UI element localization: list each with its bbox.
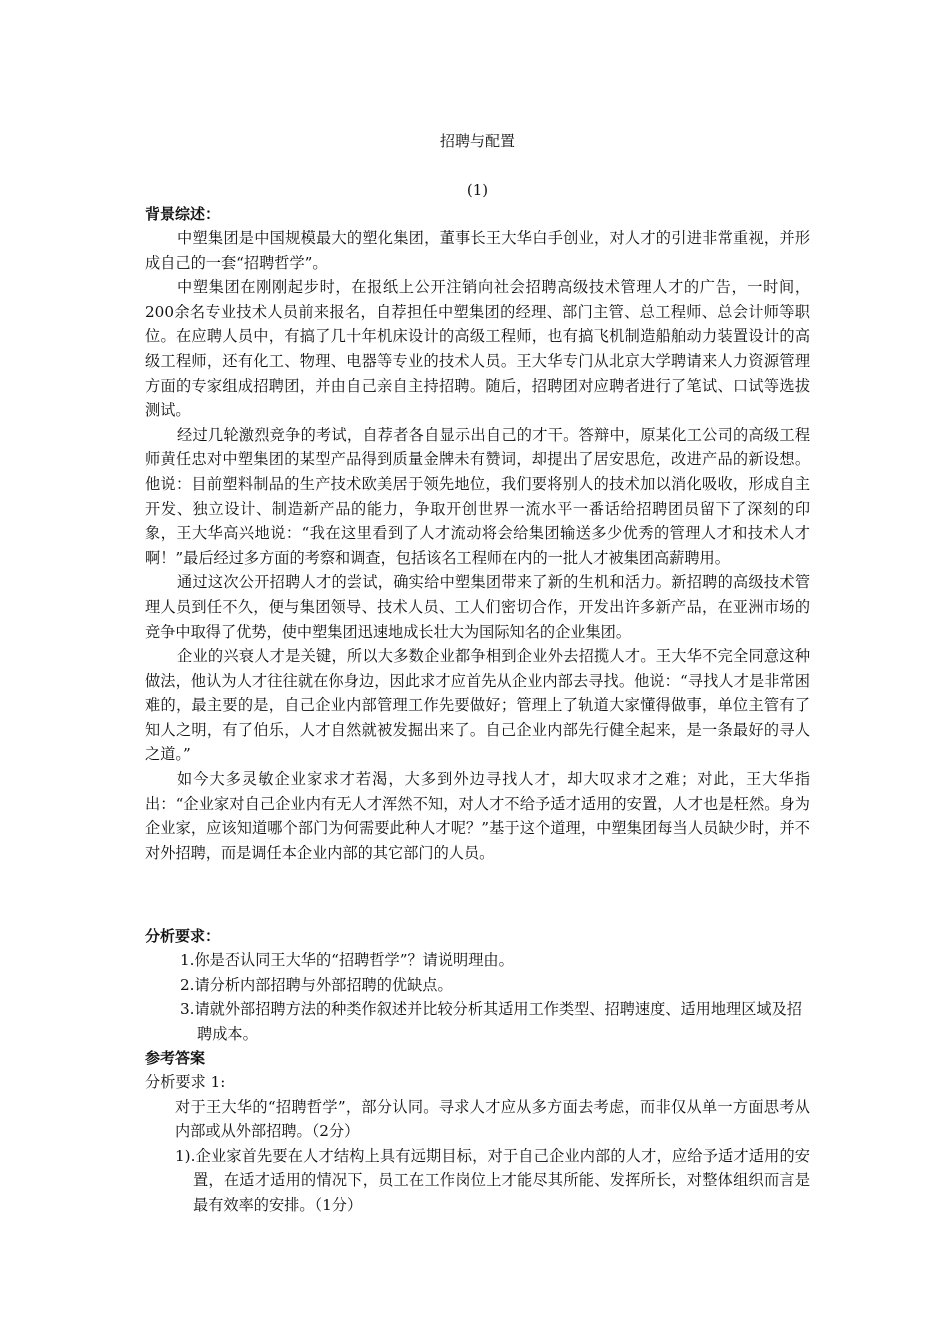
answer-requirement-label: 分析要求 1: [145,1073,226,1091]
background-paragraph-5: 企业的兴衰人才是关键，所以大多数企业都争相到企业外去招揽人才。王大华不完全同意这种做法，他认为人才往往就在你身边，因此求才应首先从企业内部去寻找。他说：“寻找人才是非常困难的，最主要的是，自己企业内部管理工作先要做好；管理上了轨道大家懂得做事，单位主管有了知人之明，有了伯乐，人才自然就被发掘出来了。自己企业内部先行健全起来，是一条最好的寻人之道。” [145,647,810,764]
analysis-section [145,924,810,1046]
background-paragraph-4: 通过这次公开招聘人才的尝试，确实给中塑集团带来了新的生机和活力。新招聘的高级技术管理人员到任不久，便与集团领导、技术人员、工人们密切合作，开发出许多新产品，在亚洲市场的竞争中取得了优势，使中塑集团迅速地成长壮大为国际知名的企业集团。 [145,573,810,641]
analysis-item-3: 3.请就外部招聘方法的种类作叙述并比较分析其适用工作类型、招聘速度、适用地理区域及招聘成本。 [180,1000,802,1043]
document-subtitle: (1) [466,181,489,199]
background-paragraph-1: 中塑集团是中国规模最大的塑化集团，董事长王大华白手创业，对人才的引进非常重视，并形成自己的一套“招聘哲学”。 [145,229,810,272]
background-paragraph-2: 中塑集团在刚刚起步时，在报纸上公开注销向社会招聘高级技术管理人才的广告，一时间，200余名专业技术人员前来报名，自荐担任中塑集团的经理、部门主管、总工程师、总会计师等职位。在应聘人员中，有搞了几十年机床设计的高级工程师，也有搞飞机制造船舶动力装置设计的高级工程师，还有化工、物理、电器等专业的技术人员。王大华专门从北京大学聘请来人力资源管理方面的专家组成招聘团，并由自己亲自主持招聘。随后，招聘团对应聘者进行了笔试、口试等选拔测试。 [145,278,810,420]
background-section [145,202,810,865]
background-paragraph-3: 经过几轮激烈竞争的考试，自荐者各自显示出自己的才干。答辩中，原某化工公司的高级工程师黄任忠对中塑集团的某型产品得到质量金牌未有赞词，却提出了居安思危，改进产品的新设想。他说：目前塑料制品的生产技术欧美居于领先地位，我们要将别人的技术加以消化吸收，形成自主开发、独立设计、制造新产品的能力，争取开创世界一流水平一番话给招聘团员留下了深刻的印象，王大华高兴地说：“我在这里看到了人才流动将会给集团输送多少优秀的管理人才和技术人才啊！”最后经过多方面的考察和调查，包括该名工程师在内的一批人才被集团高薪聘用。 [145,425,810,567]
analysis-item-2: 2.请分析内部招聘与外部招聘的优缺点。 [180,975,453,994]
answer-heading: 参考答案 [145,1049,206,1067]
background-paragraph-6: 如今大多灵敏企业家求才若渴，大多到外边寻找人才，却大叹求才之难；对此，王大华指出：“企业家对自己企业内有无人才浑然不知，对人才不给予适才适用的安置，人才也是枉然。身为企业家，应该知道哪个部门为何需要此种人才呢？”基于这个道理，中塑集团每当人员缺少时，并不对外招聘，而是调任本企业内部的其它部门的人员。 [145,770,810,862]
answer-paragraph: 对于王大华的“招聘哲学”，部分认同。寻求人才应从多方面去考虑，而非仅从单一方面思考从内部或从外部招聘。（2分） [175,1097,810,1141]
analysis-heading: 分析要求： [145,927,221,945]
background-heading: 背景综述： [145,205,221,223]
answer-section [145,1046,810,1218]
document-title: 招聘与配置 [439,132,515,150]
answer-sub-item-1: 1).企业家首先要在人才结构上具有远期目标，对于自己企业内部的人才，应给予适才适用的安置，在适才适用的情况下，员工在工作岗位上才能尽其所能、发挥所长，对整体组织而言是最有效率的安排。（1分） [175,1146,810,1214]
analysis-item-1: 1.你是否认同王大华的“招聘哲学”？请说明理由。 [180,951,514,969]
